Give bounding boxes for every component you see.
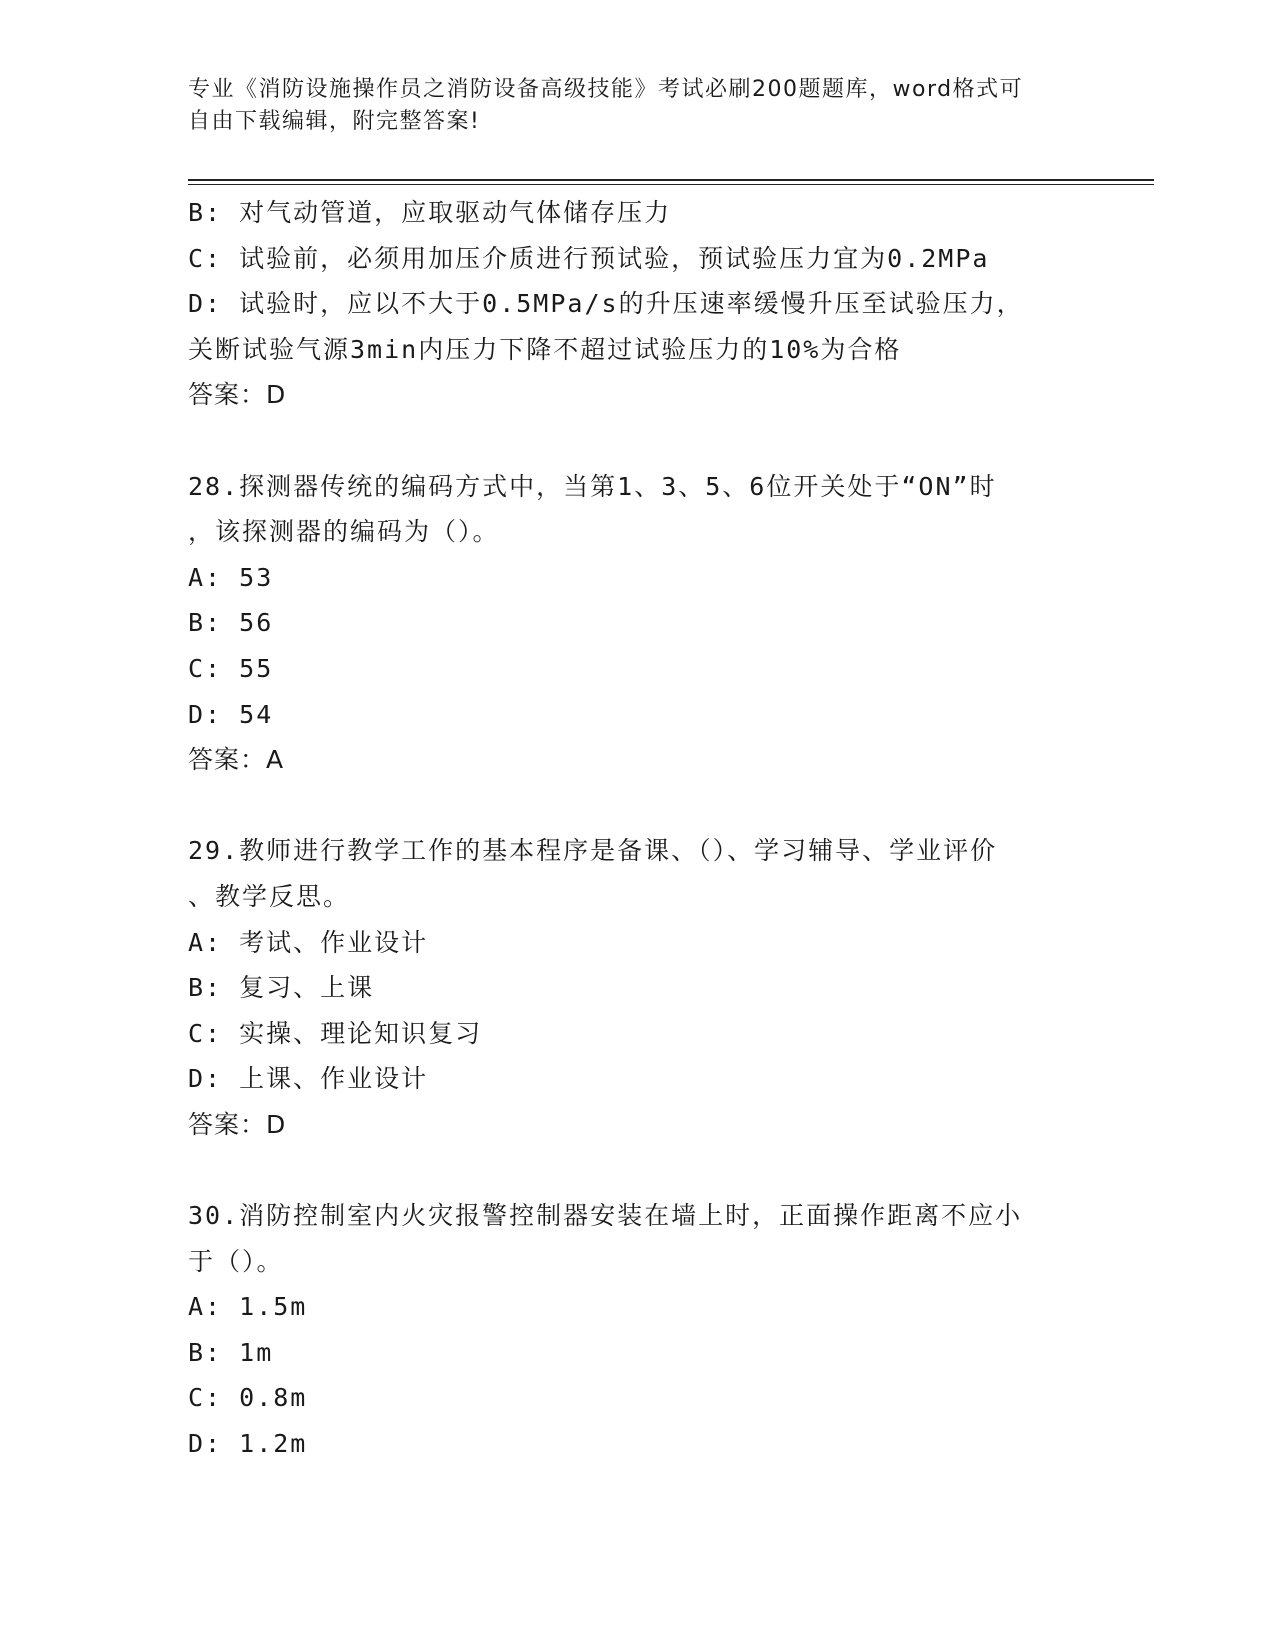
question-stem-continued: 于（）。 xyxy=(188,1246,284,1276)
header-rule-thick xyxy=(188,179,1154,181)
option-d: D: 1.2m xyxy=(188,1429,308,1459)
answer-line: 答案：A xyxy=(188,745,285,775)
answer-line: 答案：D xyxy=(188,380,287,410)
answer-line: 答案：D xyxy=(188,1109,287,1139)
option-a: A: 53 xyxy=(188,562,274,592)
question-stem: 30.消防控制室内火灾报警控制器安装在墙上时，正面操作距离不应小 xyxy=(188,1201,1023,1231)
option-c: C: 试验前，必须用加压介质进行预试验，预试验压力宜为0.2MPa xyxy=(188,243,990,273)
question-stem-continued: 、教学反思。 xyxy=(188,881,351,911)
question-29 xyxy=(188,828,1118,1147)
option-a: A: 1.5m xyxy=(188,1292,308,1322)
option-c: C: 55 xyxy=(188,653,274,683)
option-b: B: 1m xyxy=(188,1337,274,1367)
option-d-continued: 关断试验气源3min内压力下降不超过试验压力的10%为合格 xyxy=(188,334,902,364)
document-header xyxy=(188,74,1088,138)
option-b: B: 56 xyxy=(188,608,274,638)
option-d: D: 上课、作业设计 xyxy=(188,1064,429,1094)
spacer xyxy=(188,783,1118,829)
spacer xyxy=(188,1147,1118,1193)
question-stem-continued: ，该探测器的编码为（）。 xyxy=(188,517,500,547)
spacer xyxy=(188,418,1118,464)
header-line-2: 自由下载编辑，附完整答案! xyxy=(188,109,481,134)
question-stem: 29.教师进行教学工作的基本程序是备课、（）、学习辅导、学业评价 xyxy=(188,836,998,866)
option-a: A: 考试、作业设计 xyxy=(188,927,429,957)
option-c: C: 实操、理论知识复习 xyxy=(188,1018,483,1048)
question-stem: 28.探测器传统的编码方式中，当第1、3、5、6位开关处于“ON”时 xyxy=(188,471,997,501)
question-27-continued xyxy=(188,190,1118,418)
option-b: B: 对气动管道，应取驱动气体储存压力 xyxy=(188,198,672,227)
question-28 xyxy=(188,464,1118,783)
option-d: D: 54 xyxy=(188,699,274,729)
question-list xyxy=(188,190,1118,1467)
option-b: B: 复习、上课 xyxy=(188,973,375,1003)
option-d: D: 试验时，应以不大于0.5MPa/s的升压速率缓慢升压至试验压力， xyxy=(188,289,1024,319)
header-rule-thin xyxy=(188,184,1154,185)
option-c: C: 0.8m xyxy=(188,1383,308,1413)
header-line-1: 专业《消防设施操作员之消防设备高级技能》考试必刷200题题库，word格式可 xyxy=(188,77,1024,102)
question-30 xyxy=(188,1193,1118,1467)
